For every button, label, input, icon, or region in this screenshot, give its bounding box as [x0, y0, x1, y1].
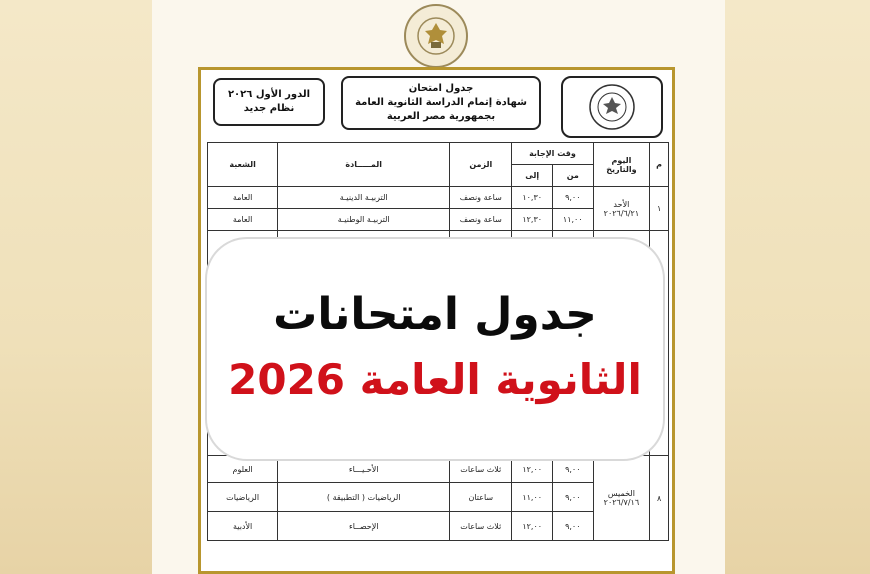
- cell-from: ٩,٠٠: [552, 512, 593, 541]
- cell-from: ٩,٠٠: [552, 483, 593, 512]
- cell-from: ١١,٠٠: [552, 209, 593, 231]
- cell-branch: الأدبية: [208, 512, 278, 541]
- cell-subject: الأحـيـــاء: [278, 456, 450, 483]
- cell-subject: الإحصــاء: [278, 512, 450, 541]
- cell-duration: ثلاث ساعات: [450, 512, 512, 541]
- session-box: [213, 78, 325, 126]
- ministry-logo: [561, 76, 663, 138]
- background-right: [725, 0, 870, 574]
- cell-to: ١١,٠٠: [512, 483, 553, 512]
- cell-from: ٩,٠٠: [552, 456, 593, 483]
- col-time: وقت الإجابة: [512, 143, 593, 165]
- col-subject: المـــــادة: [278, 143, 450, 187]
- cell-duration: ساعة ونصف: [450, 187, 512, 209]
- col-duration: الزمن: [450, 143, 512, 187]
- cell-branch: العامة: [208, 209, 278, 231]
- table-header-row: [208, 143, 669, 165]
- row-number: ٨: [650, 456, 669, 541]
- cell-to: ١٠,٣٠: [512, 187, 553, 209]
- cell-from: ٩,٠٠: [552, 187, 593, 209]
- cell-to: ١٢,٠٠: [512, 512, 553, 541]
- cell-duration: ساعة ونصف: [450, 209, 512, 231]
- title-overlay-card: [207, 239, 663, 459]
- doc-title: جدول امتحان: [408, 83, 474, 94]
- col-from: من: [552, 165, 593, 187]
- document-title-box: [341, 76, 541, 130]
- row-number: ١: [650, 187, 669, 231]
- table-row: [208, 456, 669, 483]
- row-day: الخميس ٢٠٢٦/٧/١٦: [593, 456, 650, 541]
- cell-subject: التربيـة الوطنيـة: [278, 209, 450, 231]
- cell-duration: ساعتان: [450, 483, 512, 512]
- cell-branch: الرياضيات: [208, 483, 278, 512]
- col-branch: الشعبة: [208, 143, 278, 187]
- overlay-subtitle: الثانوية العامة 2026: [228, 355, 642, 404]
- doc-certificate: شهادة إتمام الدراسة الثانوية العامة: [355, 97, 527, 108]
- cell-branch: العامة: [208, 187, 278, 209]
- row-day: الأحد ٢٠٢٦/٦/٢١: [593, 187, 650, 231]
- table-row: [208, 187, 669, 209]
- session-system: نظام جديد: [243, 103, 295, 114]
- cell-duration: ثلاث ساعات: [450, 456, 512, 483]
- cell-branch: العلوم: [208, 456, 278, 483]
- col-to: إلى: [512, 165, 553, 187]
- session-year: الدور الأول ٢٠٢٦: [227, 89, 311, 100]
- background-left: [0, 0, 152, 574]
- doc-country: بجمهورية مصر العربية: [386, 111, 496, 122]
- overlay-title: جدول امتحانات: [273, 289, 597, 340]
- cell-to: ١٢,٠٠: [512, 456, 553, 483]
- cell-to: ١٢,٣٠: [512, 209, 553, 231]
- cell-subject: التربيـة الدينيـة: [278, 187, 450, 209]
- cell-subject: الرياضيات ( التطبيقة ): [278, 483, 450, 512]
- col-no: م: [650, 143, 669, 187]
- col-day: اليوم والتاريخ: [593, 143, 650, 187]
- egypt-emblem-seal: [404, 4, 468, 68]
